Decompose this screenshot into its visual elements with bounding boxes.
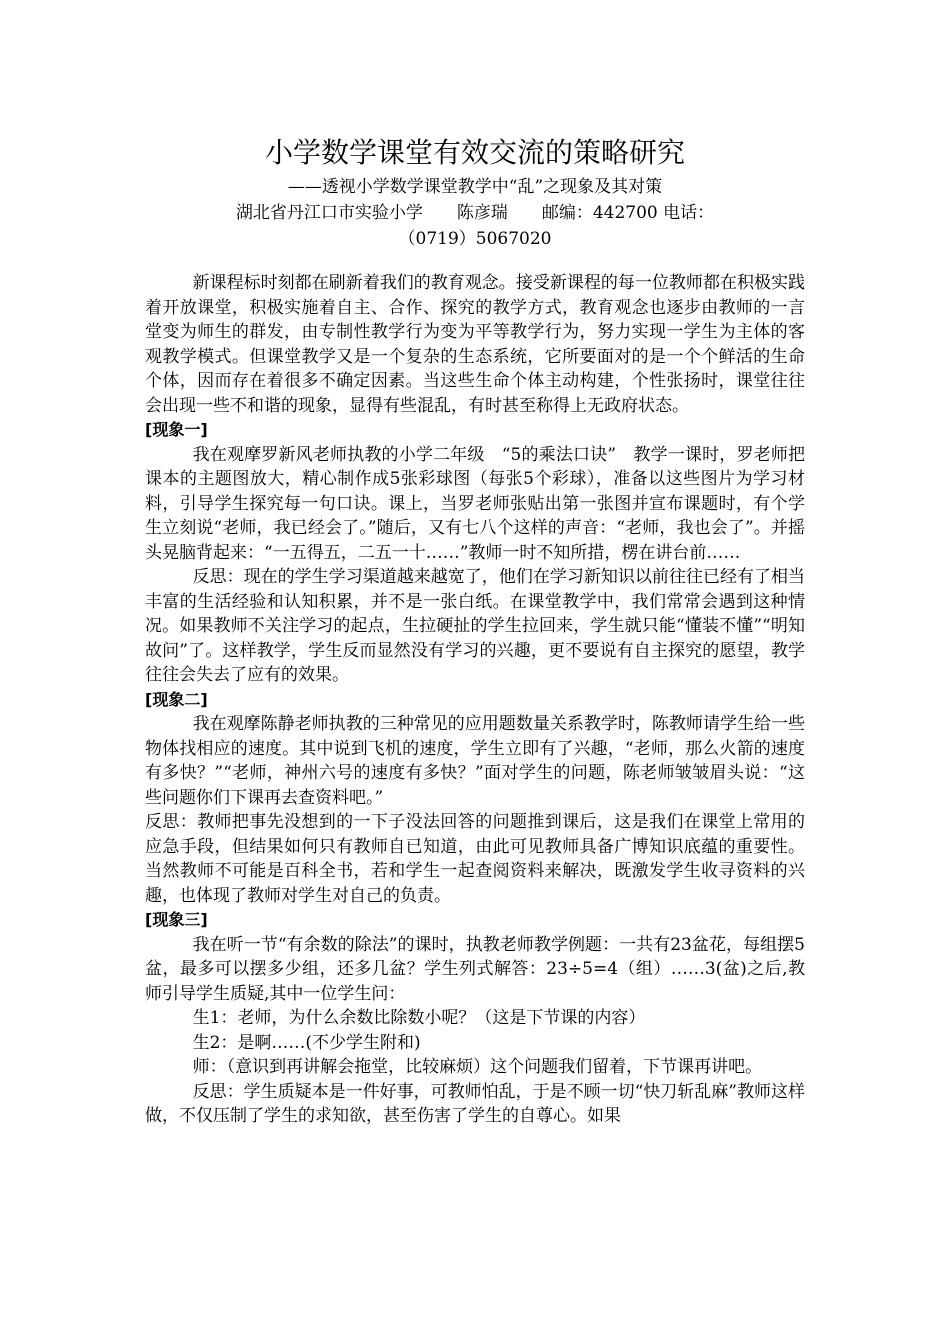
body-text: [145, 271, 805, 1129]
section-heading-2: [现象二]: [145, 689, 208, 709]
paragraph: 我在听一节“有余数的除法”的课时，执教老师教学例题：一共有23盆花，每组摆5盆，最多可以摆多少组，还多几盆？学生列式解答：23÷5=4（组）……3(盆)之后,教师引导学生质疑,其中一位学生问：: [145, 934, 805, 1004]
document-subtitle: ——透视小学数学课堂教学中“乱”之现象及其对策: [287, 177, 663, 197]
dialogue-line: 生1：老师，为什么余数比除数小呢？（这是下节课的内容）: [192, 1008, 646, 1028]
reflection-paragraph: 反思：现在的学生学习渠道越来越宽了，他们在学习新知识以前往往已经有了相当丰富的生活经验和认知积累，并不是一张白纸。在课堂教学中，我们常常会遇到这种情况。如果教师不关注学习的起点，生拉硬扯的学生拉回来，学生就只能“懂装不懂”“明知故问”了。这样教学，学生反而显然没有学习的兴趣，更不要说有自主探究的愿望，教学往往会失去了应有的效果。: [145, 567, 805, 685]
phone-line: （0719）5067020: [398, 229, 552, 249]
dialogue-line: 师：（意识到再讲解会拖堂，比较麻烦）这个问题我们留着，下节课再讲吧。: [192, 1057, 763, 1077]
paragraph: 我在观摩陈静老师执教的三种常见的应用题数量关系教学时，陈教师请学生给一些物体找相应的速度。其中说到飞机的速度，学生立即有了兴趣，“老师，那么火箭的速度有多快？”“老师，神州六号的速度有多快？”面对学生的问题，陈老师皱皱眉头说：“这些问题你们下课再去查资料吧。”: [145, 714, 805, 808]
reflection-paragraph: 反思：教师把事先没想到的一下子没法回答的问题推到课后，这是我们在课堂上常用的应急手段，但结果如何只有教师自已知道，由此可见教师具备广博知识底蕴的重要性。当然教师不可能是百科全书，若和学生一起查阅资料来解决，既激发学生收寻资料的兴趣，也体现了教师对学生对自己的负责。: [145, 812, 805, 906]
section-heading-3: [现象三]: [145, 910, 208, 929]
reflection-paragraph: 反思：学生质疑本是一件好事，可教师怕乱，于是不顾一切“快刀斩乱麻”教师这样做，不仅压制了学生的求知欲，甚至伤害了学生的自尊心。如果: [145, 1081, 805, 1126]
author-line: 湖北省丹江口市实验小学 陈彦瑞 邮编：442700 电话：: [235, 203, 715, 223]
paragraph: 我在观摩罗新风老师执教的小学二年级 “5的乘法口诀” 教学一课时，罗老师把课本的主题图放大，精心制作成5张彩球图（每张5个彩球），准备以这些图片为学习材料，引导学生探究每一句口诀。课上，当罗老师张贴出第一张图并宣布课题时，有个学生立刻说“老师，我已经会了。”随后，又有七八个这样的声音：“老师，我也会了”。并摇头晃脑背起来：“一五得五，二五一十……”教师一时不知所措，楞在讲台前……: [145, 444, 805, 563]
document-title: 小学数学课堂有效交流的策略研究: [264, 136, 685, 169]
intro-paragraph: 新课程标时刻都在刷新着我们的教育观念。接受新课程的每一位教师都在积极实践着开放课堂，积极实施着自主、合作、探究的教学方式，教育观念也逐步由教师的一言堂变为师生的群发，由专制性教学行为变为平等教学行为，努力实现一学生为主体的客观教学模式。但课堂教学又是一个复杂的生态系统，它所要面对的是一个个鲜活的生命个体，因而存在着很多不确定因素。当这些生命个体主动构建，个性张扬时，课堂往往会出现一些不和谐的现象，显得有些混乱，有时甚至称得上无政府状态。: [145, 273, 805, 416]
dialogue-line: 生2：是啊……(不少学生附和): [192, 1032, 421, 1053]
section-heading-1: [现象一]: [145, 420, 208, 439]
